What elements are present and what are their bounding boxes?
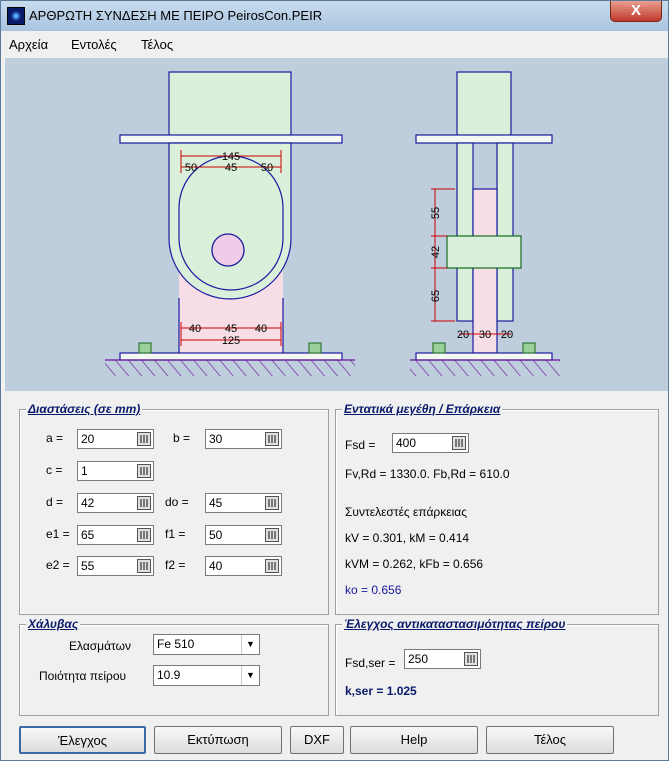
front-upper-plate [169,72,291,136]
dimensions-legend: Διαστάσεις (σε mm) [28,402,141,416]
calculator-icon[interactable] [265,432,279,446]
front-bolt-left [139,343,151,353]
front-dim-bottom-left: 40 [188,323,202,335]
title-bar [1,1,668,31]
resistance-values: Fv,Rd = 1330.0. Fb,Rd = 610.0 [345,467,510,481]
fsd-field[interactable]: 400 [392,433,469,453]
app-icon [7,7,25,25]
label-f1: f1 = [165,527,186,541]
steel-legend: Χάλυβας [28,617,79,631]
calculator-icon[interactable] [137,496,151,510]
chevron-down-icon[interactable]: ▼ [241,635,259,654]
front-top-flange [120,135,342,143]
menu-files[interactable]: Αρχεία [9,37,49,52]
calculator-icon[interactable] [137,432,151,446]
field-b[interactable]: 30 [205,429,282,449]
label-d: d = [46,495,64,509]
front-dim-top-right: 50 [260,162,274,174]
chevron-down-icon[interactable]: ▼ [241,666,259,685]
exit-button[interactable]: Τέλος [486,726,614,754]
field-f2[interactable]: 40 [205,556,282,576]
pin-grade-select[interactable]: 10.9 ▼ [153,665,260,686]
side-bolt-left [433,343,445,353]
menu-exit[interactable]: Τέλος [141,37,174,52]
side-pin [447,236,521,268]
menu-bar [1,32,668,56]
check-button[interactable]: Έλεγχος [19,726,146,754]
label-c: c = [46,463,63,477]
calculator-icon[interactable] [265,496,279,510]
menu-commands[interactable]: Εντολές [71,37,117,52]
side-dim-pin: 42 [430,245,442,259]
factors-line-1: kV = 0.301, kM = 0.414 [345,531,470,545]
field-e2[interactable]: 55 [77,556,154,576]
front-dim-top-mid: 45 [224,162,238,174]
label-e2: e2 = [46,558,70,572]
field-a[interactable]: 20 [77,429,154,449]
field-f1[interactable]: 50 [205,525,282,545]
forces-legend: Εντατικά μεγέθη / Επάρκεια [344,402,501,416]
replaceability-legend: Έλεγχος αντικαταστασιμότητας πείρου [344,617,566,631]
fsd-label: Fsd = [345,438,376,452]
kser-value: k,ser = 1.025 [345,684,417,698]
side-plate-right [497,143,513,321]
help-button[interactable]: Help [350,726,478,754]
side-dim-lower: 65 [430,289,442,303]
window-title: ΑΡΘΡΩΤΗ ΣΥΝΔΕΣΗ ΜΕ ΠΕΙΡΟ PeirosCon.PEIR [29,8,323,23]
front-dim-bottom-total: 125 [221,335,241,347]
fsd-ser-label: Fsd,ser = [345,656,396,670]
field-d[interactable]: 42 [77,493,154,513]
side-dim-bottom-left: 20 [456,329,470,341]
replaceability-panel [335,617,659,716]
field-e1[interactable]: 65 [77,525,154,545]
plates-steel-label: Ελασμάτων [69,639,131,653]
calculator-icon[interactable] [137,528,151,542]
field-do[interactable]: 45 [205,493,282,513]
calculator-icon[interactable] [137,464,151,478]
side-ground [410,360,560,376]
front-ground [105,360,355,376]
calculator-icon[interactable] [137,559,151,573]
label-e1: e1 = [46,527,70,541]
factors-line-2: kVM = 0.262, kFb = 0.656 [345,557,484,571]
ko-value: ko = 0.656 [345,583,402,597]
front-base-plate [120,353,342,360]
label-do: do = [165,495,189,509]
side-dim-upper: 55 [430,206,442,220]
front-dim-top-left: 50 [184,162,198,174]
side-dim-bottom-right: 20 [500,329,514,341]
dxf-button[interactable]: DXF [290,726,344,754]
pin-grade-label: Ποιότητα πείρου [39,669,127,683]
front-bolt-right [309,343,321,353]
side-bolt-right [523,343,535,353]
calculator-icon[interactable] [464,652,478,666]
fsd-ser-field[interactable]: 250 [404,649,481,669]
calculator-icon[interactable] [265,528,279,542]
side-dim-bottom-mid: 30 [478,329,492,341]
calculator-icon[interactable] [265,559,279,573]
label-f2: f2 = [165,558,186,572]
close-button[interactable]: X [610,1,662,22]
drawing-canvas [5,58,668,391]
side-upper-plate [457,72,511,136]
calculator-icon[interactable] [452,436,466,450]
side-base-plate [416,353,552,360]
label-b: b = [173,431,191,445]
side-plate-left [457,143,473,321]
factors-heading: Συντελεστές επάρκειας [345,505,467,519]
front-dim-bottom-right: 40 [254,323,268,335]
pin-circle [212,234,244,266]
field-c[interactable]: 1 [77,461,154,481]
connection-drawing [5,58,668,391]
front-dim-bottom-mid: 45 [224,323,238,335]
label-a: a = [46,431,64,445]
front-view [105,72,355,376]
side-view [410,72,560,376]
front-dim-top-total: 145 [221,151,241,163]
plates-steel-select[interactable]: Fe 510 ▼ [153,634,260,655]
side-top-flange [416,135,552,143]
print-button[interactable]: Εκτύπωση [154,726,282,754]
